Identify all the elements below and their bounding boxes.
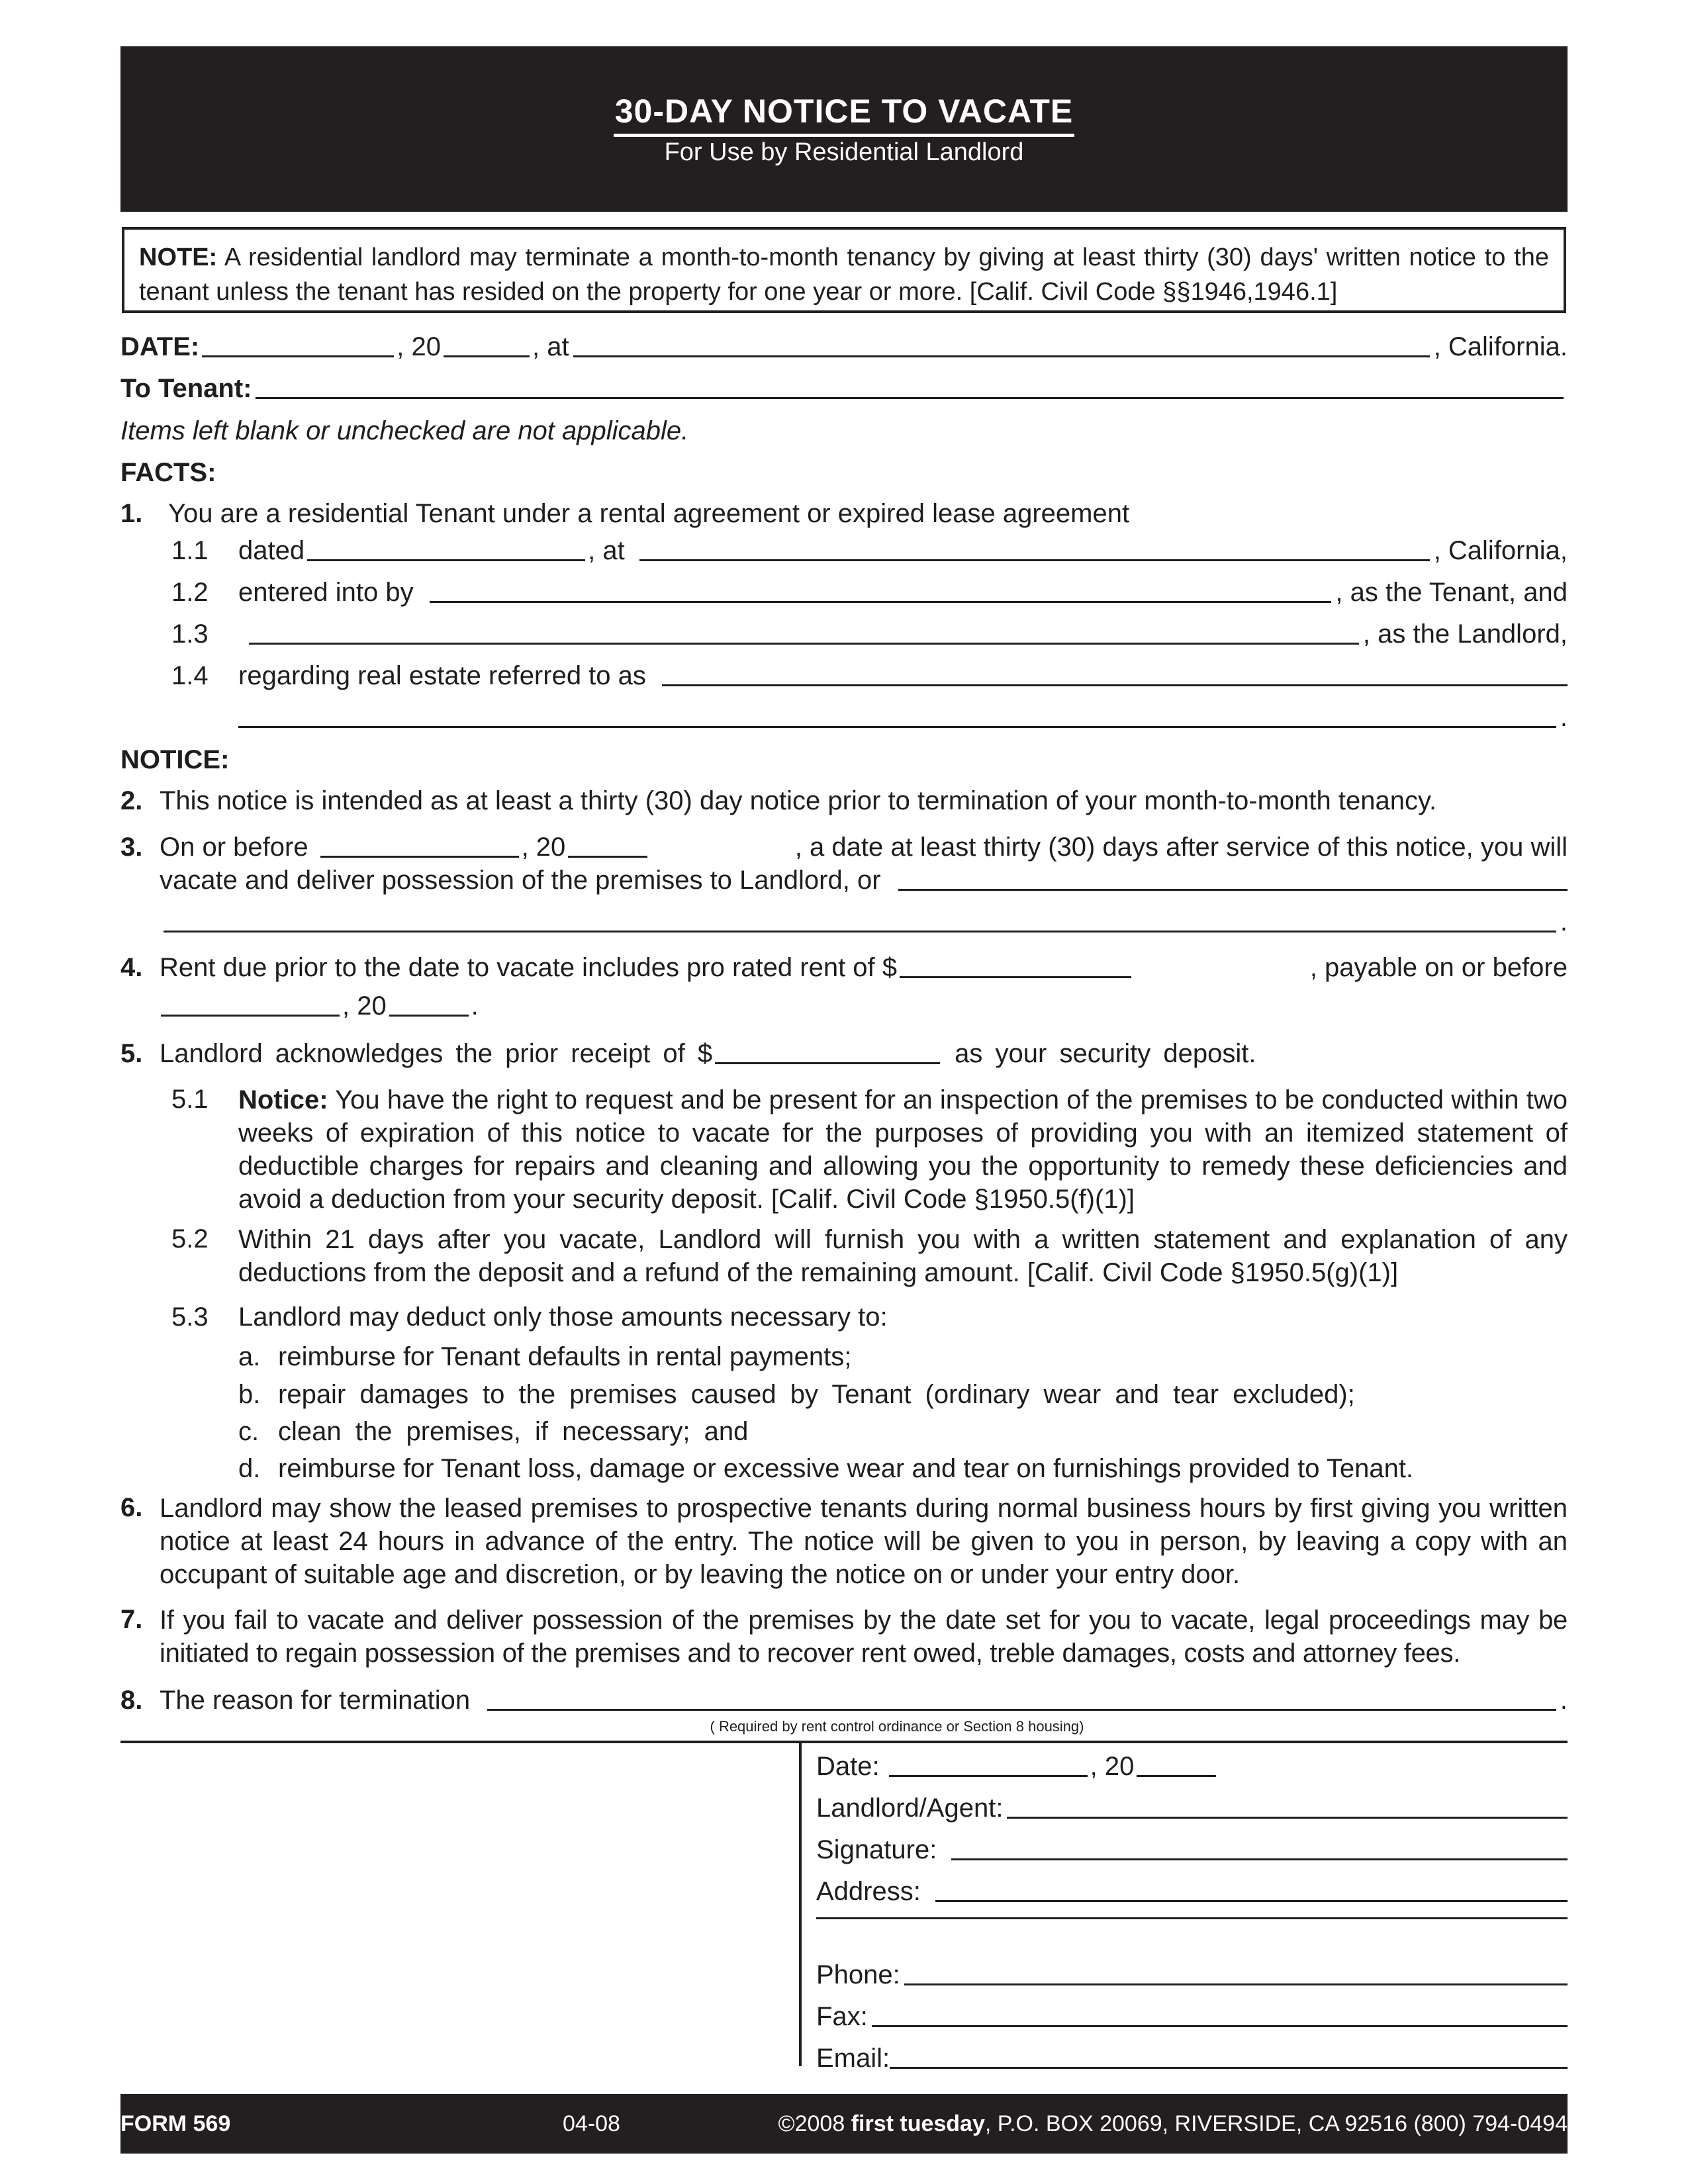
sig-date-label: Date: xyxy=(816,1752,880,1781)
address-field-2[interactable] xyxy=(816,1917,1568,1919)
note-text: A residential landlord may terminate a month-to-month tenancy by giving at least thirty (30) days' written notice to the tenant unless the tenant has resided on the property for one year or more. [Calif. Civil Code §§1946,1946.1] xyxy=(139,244,1549,306)
to-tenant-label: To Tenant: xyxy=(120,374,252,403)
sig-address-row-2 xyxy=(816,1917,1568,1925)
notice-5-1-text: You have the right to request and be present for an inspection of the premises to be conducted within two weeks of expiration of this notice to vacate for the purposes of providing you with an itemized statement of deductible charges for repairs and cleaning and allowing you the opportunity to remedy these deficiencies and avoid a deduction from your security deposit. [Calif. Civil Code §1950.5(f)(1)] xyxy=(238,1085,1568,1214)
reason-label: The reason for termination xyxy=(160,1686,471,1715)
form-title: 30-DAY NOTICE TO VACATE xyxy=(120,91,1568,131)
landlord-agent-field[interactable] xyxy=(1007,1817,1568,1819)
item-3-text-2: vacate and deliver possession of the premises to Landlord, or xyxy=(160,866,881,895)
tenant-field[interactable] xyxy=(430,601,1332,603)
note-label: NOTE: xyxy=(139,244,218,271)
notice-item-3-line3 xyxy=(120,906,1568,938)
item-7-text: If you fail to vacate and deliver possession of the premises by the date set for you to vacate, legal proceedings may be initiated to regain possession of the premises and to recover rent owed, treble damages, costs and attorney fees. xyxy=(160,1606,1568,1668)
deduction-text: repair damages to the premises caused by Tenant (ordinary wear and tear excluded); xyxy=(278,1380,1355,1409)
tenant-name-field[interactable] xyxy=(256,397,1564,399)
item-number: 2. xyxy=(120,786,143,815)
deposit-label: Landlord acknowledges the prior receipt of $ xyxy=(160,1039,713,1068)
to-tenant-row xyxy=(120,373,1568,404)
notice-5-2 xyxy=(120,1223,1568,1289)
year-prefix: , 20 xyxy=(521,833,566,862)
form-subtitle: For Use by Residential Landlord xyxy=(664,138,1024,166)
notice-5-3 xyxy=(120,1301,1568,1333)
sub-number: 5.1 xyxy=(171,1085,209,1114)
notice-5-1 xyxy=(120,1083,1568,1216)
date-field[interactable] xyxy=(202,355,394,357)
reason-note: ( Required by rent control ordinance or Section 8 housing) xyxy=(710,1718,1084,1735)
city-field[interactable] xyxy=(573,355,1430,357)
on-or-before-label: On or before xyxy=(160,833,308,862)
period: . xyxy=(471,991,479,1021)
fax-field[interactable] xyxy=(872,2025,1568,2027)
fact-1-4 xyxy=(120,660,1568,692)
notice-item-7 xyxy=(120,1604,1568,1670)
sub-number: 5.3 xyxy=(171,1302,209,1332)
form-number: FORM 569 xyxy=(120,2111,231,2136)
sig-fax-row xyxy=(816,2001,1568,2032)
deduction-d xyxy=(238,1453,1413,1484)
email-field[interactable] xyxy=(890,2067,1568,2069)
item-3-text: , a date at least thirty (30) days after service of this notice, you will xyxy=(794,833,1568,862)
dated-label: dated xyxy=(238,536,305,565)
deduction-letter: d. xyxy=(238,1454,261,1483)
california-label: , California. xyxy=(1433,332,1568,361)
form-revision: 04-08 xyxy=(563,2111,620,2136)
item-number: 8. xyxy=(120,1686,143,1715)
deduction-b xyxy=(238,1379,1355,1410)
section-divider xyxy=(120,1741,1568,1743)
year-field[interactable] xyxy=(444,355,530,357)
sig-date-row xyxy=(816,1751,1568,1782)
copyright-year: ©2008 xyxy=(778,2111,851,2136)
email-label: Email: xyxy=(816,2044,890,2073)
sig-address-row xyxy=(816,1876,1568,1907)
year-prefix: , 20 xyxy=(1090,1752,1135,1781)
agreement-date-field[interactable] xyxy=(307,559,585,561)
vacate-year-field[interactable] xyxy=(568,856,647,858)
notice-item-3 xyxy=(120,831,1568,863)
real-estate-field[interactable] xyxy=(662,684,1568,686)
notice-item-5 xyxy=(120,1038,1568,1069)
sub-number: 1.2 xyxy=(171,578,209,607)
blank-note: Items left blank or unchecked are not applicable. xyxy=(120,416,689,445)
item-text: You are a residential Tenant under a rental agreement or expired lease agreement xyxy=(168,499,1130,528)
rent-label: Rent due prior to the date to vacate includes pro rated rent of $ xyxy=(160,953,898,982)
notice-5-2-text: Within 21 days after you vacate, Landlord will furnish you with a written statement and explanation of any deductions from the deposit and a refund of the remaining amount. [Calif. Civil Code §1950.5(g)(1)] xyxy=(238,1225,1568,1287)
notice-item-8 xyxy=(120,1684,1568,1716)
copyright xyxy=(778,2094,1568,2154)
real-estate-label: regarding real estate referred to as xyxy=(238,661,646,690)
deposit-label-2: as your security deposit. xyxy=(955,1039,1256,1068)
item-number: 5. xyxy=(120,1039,143,1068)
sig-phone-row xyxy=(816,1959,1568,1991)
sub-text xyxy=(238,1083,1568,1216)
signature-label: Signature: xyxy=(816,1835,937,1864)
signature-field[interactable] xyxy=(951,1858,1568,1860)
sig-date-field[interactable] xyxy=(889,1775,1088,1777)
reason-field[interactable] xyxy=(487,1709,1556,1711)
notice-item-4 xyxy=(120,952,1568,983)
notice-item-6 xyxy=(120,1492,1568,1591)
rent-due-date-field[interactable] xyxy=(161,1015,340,1017)
publisher-address: , P.O. BOX 20069, RIVERSIDE, CA 92516 (800) 794-0494 xyxy=(984,2111,1568,2136)
address-field[interactable] xyxy=(935,1900,1568,1902)
phone-label: Phone: xyxy=(816,1960,900,1989)
notice-heading: NOTICE: xyxy=(120,745,230,774)
notice-item-2 xyxy=(120,785,1436,817)
sig-email-row xyxy=(816,2042,1568,2074)
item-number: 7. xyxy=(120,1605,143,1634)
deduction-letter: a. xyxy=(238,1342,261,1371)
brand-name: first tuesday xyxy=(851,2111,985,2136)
landlord-label: , as the Landlord, xyxy=(1362,619,1568,649)
deduction-letter: c. xyxy=(238,1417,259,1446)
sig-landlord-row xyxy=(816,1792,1568,1824)
notice-item-3-line2 xyxy=(120,864,1568,896)
deduction-a xyxy=(238,1341,851,1373)
period: . xyxy=(1560,1686,1568,1715)
form-footer xyxy=(120,2094,1568,2154)
sig-signature-row xyxy=(816,1834,1568,1866)
period: . xyxy=(1560,703,1568,732)
notice-item-4-line2 xyxy=(120,990,1568,1022)
landlord-field[interactable] xyxy=(249,643,1359,645)
at-label: , at xyxy=(588,536,625,565)
deduction-c xyxy=(238,1416,748,1447)
fax-label: Fax: xyxy=(816,2002,868,2031)
deduction-text: clean the premises, if necessary; and xyxy=(278,1417,749,1446)
entered-label: entered into by xyxy=(238,578,414,607)
note-box xyxy=(122,227,1566,313)
item-number: 4. xyxy=(120,953,143,982)
deposit-amount-field[interactable] xyxy=(715,1062,940,1064)
sub-number: 1.3 xyxy=(171,619,209,649)
item-text: This notice is intended as at least a thirty (30) day notice prior to termination of your month-to-month tenancy. xyxy=(160,786,1437,815)
year-prefix: , 20 xyxy=(342,991,387,1021)
item-number: 3. xyxy=(120,833,143,862)
address-label: Address: xyxy=(816,1877,921,1906)
deliver-to-field[interactable] xyxy=(898,889,1568,891)
fact-1-1 xyxy=(120,535,1568,567)
landlord-agent-label: Landlord/Agent: xyxy=(816,1794,1004,1823)
facts-heading: FACTS: xyxy=(120,458,216,487)
item-number: 6. xyxy=(120,1493,143,1522)
at-label: , at xyxy=(532,332,569,361)
prorated-rent-field[interactable] xyxy=(900,976,1131,978)
deduction-text: reimburse for Tenant defaults in rental payments; xyxy=(278,1342,852,1371)
rent-due-year-field[interactable] xyxy=(389,1015,469,1017)
phone-field[interactable] xyxy=(904,1983,1568,1985)
form-header xyxy=(120,46,1568,212)
fact-1-4-cont xyxy=(120,702,1568,733)
tenant-label: , as the Tenant, and xyxy=(1335,578,1568,607)
agreement-city-field[interactable] xyxy=(639,559,1430,561)
fact-1-2 xyxy=(120,576,1568,608)
fact-item-1 xyxy=(120,498,1129,529)
notice-5-3-text: Landlord may deduct only those amounts necessary to: xyxy=(238,1302,888,1332)
deduction-text: reimburse for Tenant loss, damage or excessive wear and tear on furnishings provided to Tenant. xyxy=(278,1454,1414,1483)
sig-year-field[interactable] xyxy=(1137,1775,1216,1777)
year-prefix: , 20 xyxy=(397,332,441,361)
notice-label: Notice: xyxy=(238,1085,328,1115)
item-6-text: Landlord may show the leased premises to prospective tenants during normal business hours by first giving you written notice at least 24 hours in advance of the entry. The notice will be given to you in person, by leaving a copy with an occupant of suitable age and discretion, or by leaving the notice on or under your entry door. xyxy=(160,1494,1568,1589)
sub-number: 5.2 xyxy=(171,1224,209,1253)
signature-divider xyxy=(799,1743,802,2066)
vacate-date-field[interactable] xyxy=(320,856,519,858)
period: . xyxy=(1560,907,1568,936)
real-estate-field-2[interactable] xyxy=(238,726,1556,728)
california-label: , California, xyxy=(1433,536,1568,565)
date-label: DATE: xyxy=(120,332,200,361)
payable-label: , payable on or before xyxy=(1309,953,1568,982)
deliver-to-field-2[interactable] xyxy=(164,931,1556,933)
sub-number: 1.4 xyxy=(171,661,209,690)
deduction-letter: b. xyxy=(238,1380,261,1409)
date-row xyxy=(120,331,1568,363)
item-number: 1. xyxy=(120,499,143,528)
sub-number: 1.1 xyxy=(171,536,209,565)
fact-1-3 xyxy=(120,618,1568,650)
